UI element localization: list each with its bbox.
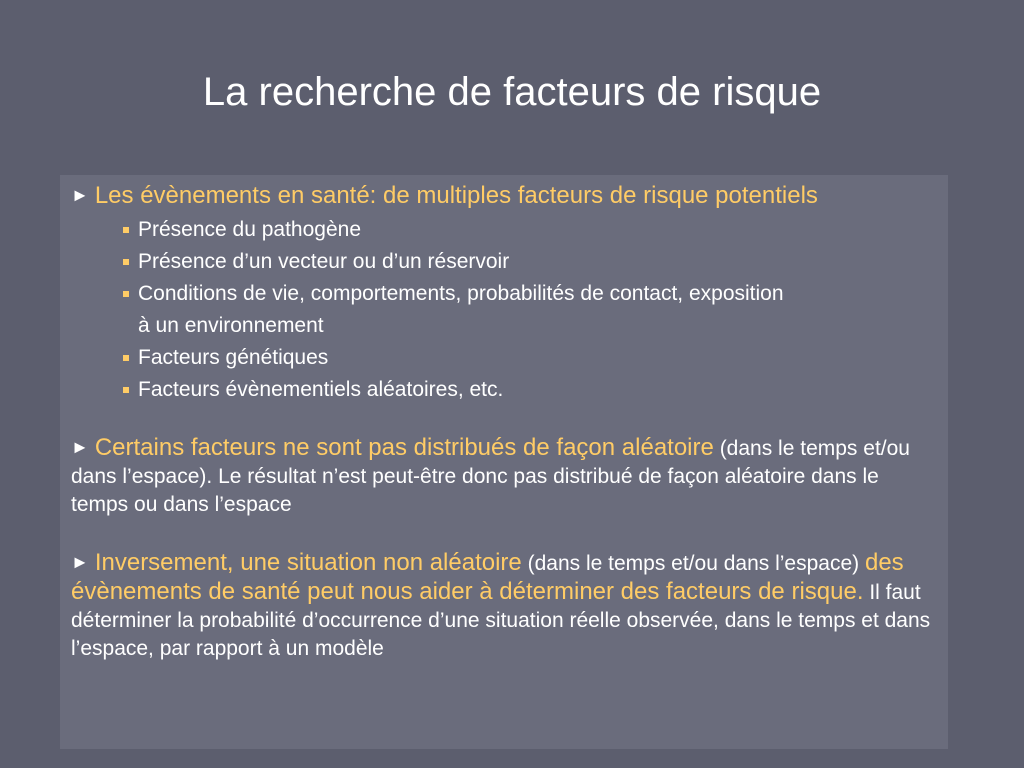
triangle-bullet-icon: ► xyxy=(71,185,89,205)
bullet-3-heading: Inversement, une situation non aléatoire xyxy=(94,549,522,576)
list-item-label: Présence du pathogène xyxy=(138,218,362,241)
triangle-bullet-icon: ► xyxy=(71,552,89,572)
bullet-3-highlight: des évènements de santé peut nous aider à déterminer des facteurs de risque. xyxy=(71,549,904,605)
bullet-1 xyxy=(71,181,934,214)
square-bullet-icon xyxy=(123,259,129,265)
risk-factor-list xyxy=(71,214,934,406)
list-item-continuation: à un environnement xyxy=(138,314,324,337)
square-bullet-icon xyxy=(123,291,129,297)
list-item-label: Présence d’un vecteur ou d’un réservoir xyxy=(138,250,510,273)
content-box xyxy=(60,175,948,749)
bullet-3-text: (dans le temps et/ou dans l’espace) xyxy=(521,552,865,575)
bullet-3 xyxy=(71,549,934,663)
spacer xyxy=(71,406,934,434)
bullet-2-heading: Certains facteurs ne sont pas distribués de façon aléatoire xyxy=(94,434,714,461)
bullet-3-text-2: Il faut déterminer la probabilité d’occurrence d’une situation réelle observée, dans le temps et dans l’espace, par rapport à un modèle xyxy=(71,581,931,660)
list-item xyxy=(123,342,934,374)
list-item-label: Facteurs évènementiels aléatoires, etc. xyxy=(138,378,504,401)
triangle-bullet-icon: ► xyxy=(71,437,89,457)
list-item xyxy=(123,246,934,278)
square-bullet-icon xyxy=(123,227,129,233)
square-bullet-icon xyxy=(123,387,129,393)
list-item-label: Conditions de vie, comportements, probabilités de contact, exposition xyxy=(138,282,784,305)
bullet-1-heading: Les évènements en santé: de multiples facteurs de risque potentiels xyxy=(94,182,818,209)
list-item xyxy=(123,278,934,342)
slide-title: La recherche de facteurs de risque xyxy=(202,70,822,114)
list-item xyxy=(123,214,934,246)
list-item xyxy=(123,374,934,406)
spacer xyxy=(71,519,934,549)
square-bullet-icon xyxy=(123,355,129,361)
bullet-2-text: (dans le temps et/ou dans l’espace). Le résultat n’est peut-être donc pas distribué de façon aléatoire dans le temps ou dans l’espace xyxy=(71,437,910,516)
list-item-label: Facteurs génétiques xyxy=(138,346,329,369)
bullet-2 xyxy=(71,434,934,519)
